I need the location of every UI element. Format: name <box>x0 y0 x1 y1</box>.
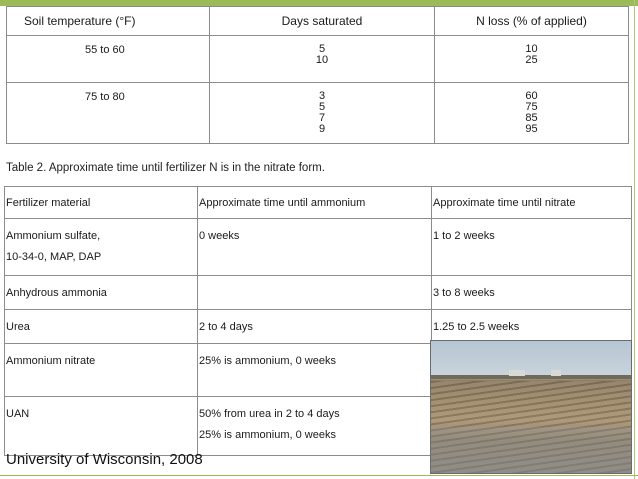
material-cell: Urea <box>5 310 198 344</box>
soil-temperature-table <box>6 6 629 144</box>
table-row <box>5 276 632 310</box>
nitrate-cell: 1 to 2 weeks <box>432 219 632 276</box>
loss-cell <box>435 83 629 144</box>
table-row <box>5 219 632 276</box>
material-cell <box>5 219 198 276</box>
days-value: 5 <box>318 43 326 55</box>
loss-value: 95 <box>525 123 538 135</box>
loss-value: 10 <box>525 43 538 55</box>
right-border-line <box>634 0 635 479</box>
material-cell: UAN <box>5 397 198 456</box>
ammonium-cell: 0 weeks <box>198 219 432 276</box>
ammonium-cell: 25% is ammonium, 0 weeks <box>198 344 432 397</box>
ammonium-line: 25% is ammonium, 0 weeks <box>199 429 336 441</box>
table-row <box>7 36 629 83</box>
header-soil-temperature: Soil temperature (°F) <box>7 7 210 36</box>
days-cell <box>210 36 435 83</box>
standing-water <box>431 427 631 473</box>
days-value: 5 <box>318 101 326 113</box>
ammonium-cell <box>198 276 432 310</box>
header-days-saturated: Days saturated <box>210 7 435 36</box>
material-line: Ammonium sulfate, <box>6 230 101 242</box>
nitrate-cell: 1.25 to 2.5 weeks <box>432 310 632 344</box>
ammonium-cell <box>198 397 432 456</box>
temp-cell <box>7 36 210 83</box>
source-citation: University of Wisconsin, 2008 <box>6 451 203 468</box>
material-line: 10-34-0, MAP, DAP <box>6 251 102 263</box>
farm-building <box>551 370 561 376</box>
header-time-until-nitrate: Approximate time until nitrate <box>432 187 632 219</box>
header-time-until-ammonium: Approximate time until ammonium <box>198 187 432 219</box>
table2-header-row <box>5 187 632 219</box>
header-fertilizer-material: Fertilizer material <box>5 187 198 219</box>
days-cell <box>210 83 435 144</box>
table-row <box>5 310 632 344</box>
loss-value: 85 <box>525 112 538 124</box>
bottom-accent-line <box>0 475 638 476</box>
temp-cell <box>7 83 210 144</box>
days-value: 10 <box>315 54 329 66</box>
loss-value: 25 <box>525 54 538 66</box>
temp-value: 55 to 60 <box>85 44 125 56</box>
ammonium-line: 50% from urea in 2 to 4 days <box>199 408 340 420</box>
flooded-field-photo <box>430 340 632 474</box>
table-row <box>7 83 629 144</box>
loss-cell <box>435 36 629 83</box>
table1-header-row <box>7 7 629 36</box>
material-cell: Anhydrous ammonia <box>5 276 198 310</box>
loss-value: 75 <box>525 101 538 113</box>
loss-value: 60 <box>525 90 538 102</box>
days-value: 9 <box>318 123 326 135</box>
days-value: 7 <box>318 112 326 124</box>
ammonium-cell: 2 to 4 days <box>198 310 432 344</box>
farm-building <box>509 370 525 376</box>
days-value: 3 <box>318 90 326 102</box>
nitrate-cell: 3 to 8 weeks <box>432 276 632 310</box>
header-n-loss: N loss (% of applied) <box>435 7 629 36</box>
temp-value: 75 to 80 <box>85 91 125 103</box>
tree-line <box>431 375 631 379</box>
table2-caption: Table 2. Approximate time until fertilizer N is in the nitrate form. <box>6 162 325 174</box>
material-cell: Ammonium nitrate <box>5 344 198 397</box>
